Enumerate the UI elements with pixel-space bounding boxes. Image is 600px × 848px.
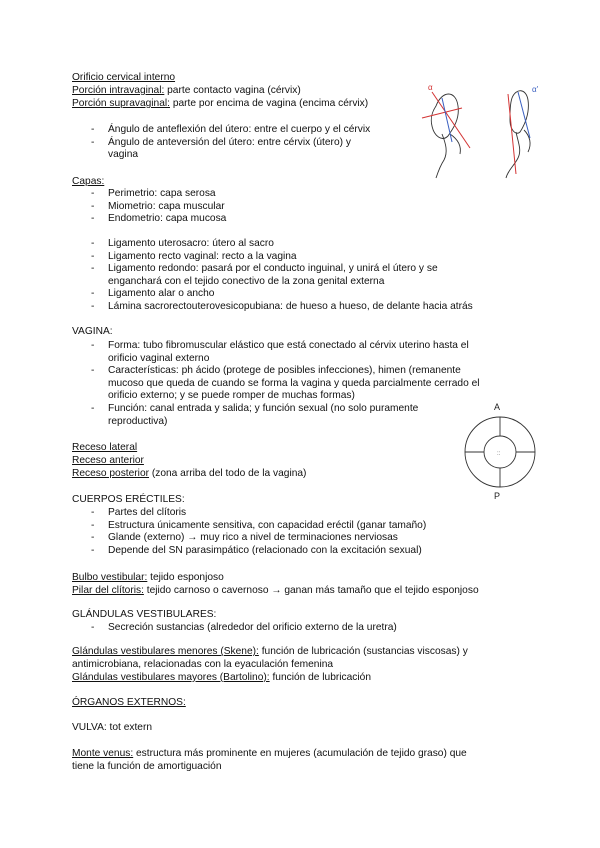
bullet-dash: - xyxy=(91,403,95,414)
diagram-label-anterior: A xyxy=(494,402,501,412)
porcion-intravaginal xyxy=(72,85,301,98)
bullet-dash: - xyxy=(91,136,95,148)
definition: parte contacto vagina (cérvix) xyxy=(164,85,301,96)
vagina-heading: VAGINA: xyxy=(72,326,113,337)
monte-venus xyxy=(72,748,467,761)
bullet-dash: - xyxy=(91,213,95,225)
term: Porción intravaginal: xyxy=(72,85,165,96)
list-item-line: Características: ph ácido (protege de posibles infecciones), himen (remanente xyxy=(108,365,461,377)
list-item-line: enganchará con el tejido conectivo de la zona genital externa xyxy=(108,275,385,287)
term: Glándulas vestibulares menores (Skene): xyxy=(72,646,259,657)
definition: función de lubricación (sustancias viscosas) y xyxy=(258,646,468,657)
bullet-dash: - xyxy=(91,288,95,300)
svg-text:α: α xyxy=(428,83,433,92)
list-item-line: Ligamento redondo: pasará por el conducto inguinal, y unirá el útero y se xyxy=(108,263,438,275)
bullet-dash: - xyxy=(91,301,95,312)
list-item-line: Glande (externo) → muy rico a nivel de terminaciones nerviosas xyxy=(108,532,398,544)
bullet-dash: - xyxy=(91,263,95,275)
definition: estructura más prominente en mujeres (acumulación de tejido graso) que xyxy=(133,748,467,759)
pilar-clitoris xyxy=(72,585,479,598)
list-item-line: Ángulo de anteversión del útero: entre cérvix (útero) y xyxy=(108,136,351,148)
diagram-center-mark: :: xyxy=(497,451,501,457)
list-item-line: Secreción sustancias (alrededor del orificio externo de la uretra) xyxy=(108,622,397,633)
receso-anterior: Receso anterior xyxy=(72,455,144,466)
vaginal-recess-diagram xyxy=(458,400,548,500)
list-item-line: orificio vaginal externo xyxy=(108,352,210,364)
glandulas-heading: GLÁNDULAS VESTIBULARES: xyxy=(72,609,217,620)
capas-heading: Capas: xyxy=(72,176,105,187)
bullet-dash: - xyxy=(91,544,95,556)
term: Bulbo vestibular: xyxy=(72,572,148,583)
bullet-dash: - xyxy=(91,507,95,518)
list-item-line: Ligamento recto vaginal: recto a la vagina xyxy=(108,250,297,262)
orificio-heading: Orificio cervical interno xyxy=(72,72,176,83)
list-item-line: Partes del clítoris xyxy=(108,507,187,518)
list-item-line: Miometrio: capa muscular xyxy=(108,200,225,212)
glandulas-menores xyxy=(72,646,468,659)
list-item-line: Ligamento uterosacro: útero al sacro xyxy=(108,238,274,249)
diagram-label-posterior: P xyxy=(494,491,501,500)
glandulas-menores-cont: antimicrobiana, relacionadas con la eyaculación femenina xyxy=(72,659,334,670)
bulbo-vestibular xyxy=(72,572,224,585)
definition: tejido esponjoso xyxy=(147,572,224,583)
list-item-line: Función: canal entrada y salida; y función sexual (no solo puramente xyxy=(108,403,419,414)
definition: (zona arriba del todo de la vagina) xyxy=(149,468,307,479)
definition: función de lubricación xyxy=(269,672,371,683)
glandulas-mayores xyxy=(72,672,371,685)
bullet-dash: - xyxy=(91,250,95,262)
list-item-line: reproductiva) xyxy=(108,415,168,427)
definition: tejido carnoso o cavernoso → ganan más tamaño que el tejido esponjoso xyxy=(143,585,479,596)
uterus-angle-sketch xyxy=(412,78,552,184)
list-item-line: vagina xyxy=(108,149,139,161)
organos-heading: ÓRGANOS EXTERNOS: xyxy=(72,697,186,708)
list-item-line: orificio externo; y se puede romper de muchas formas) xyxy=(108,390,355,402)
list-item-line: Lámina sacrorectouterovesicopubiana: de hueso a hueso, de delante hacia atrás xyxy=(108,301,473,312)
term: Monte venus: xyxy=(72,748,134,759)
term: Receso posterior xyxy=(72,468,150,479)
list-item-line: Ligamento alar o ancho xyxy=(108,288,215,300)
cuerpos-heading: CUERPOS ERÉCTILES: xyxy=(72,494,185,505)
bullet-dash: - xyxy=(91,238,95,249)
receso-lateral: Receso lateral xyxy=(72,442,138,453)
bullet-dash: - xyxy=(91,188,95,199)
term: Glándulas vestibulares mayores (Bartolino): xyxy=(72,672,270,683)
term: Porción supravaginal: xyxy=(72,98,170,109)
bullet-dash: - xyxy=(91,622,95,633)
list-item-line: Endometrio: capa mucosa xyxy=(108,213,227,225)
bullet-dash: - xyxy=(91,200,95,212)
definition: parte por encima de vagina (encima cérvix) xyxy=(169,98,369,109)
porcion-supravaginal xyxy=(72,98,368,111)
bullet-dash: - xyxy=(91,365,95,377)
vulva-line: VULVA: tot extern xyxy=(72,722,153,733)
list-item-line: Depende del SN parasimpático (relacionado con la excitación sexual) xyxy=(108,544,422,556)
bullet-dash: - xyxy=(91,124,95,135)
list-item-line: mucoso que queda de cuando se forma la vagina y queda parcialmente cerrado el xyxy=(108,377,480,389)
monte-venus-cont: tiene la función de amortiguación xyxy=(72,761,222,772)
list-item-line: Perimetrio: capa serosa xyxy=(108,188,216,199)
term: Pilar del clítoris: xyxy=(72,585,144,596)
bullet-dash: - xyxy=(91,340,95,351)
receso-posterior xyxy=(72,468,306,481)
list-item-line: Estructura únicamente sensitiva, con capacidad eréctil (ganar tamaño) xyxy=(108,519,427,531)
bullet-dash: - xyxy=(91,519,95,531)
bullet-dash: - xyxy=(91,532,95,544)
list-item-line: Ángulo de anteflexión del útero: entre el cuerpo y el cérvix xyxy=(108,124,371,135)
svg-text:α': α' xyxy=(532,85,539,94)
list-item-line: Forma: tubo fibromuscular elástico que está conectado al cérvix uterino hasta el xyxy=(108,340,469,351)
